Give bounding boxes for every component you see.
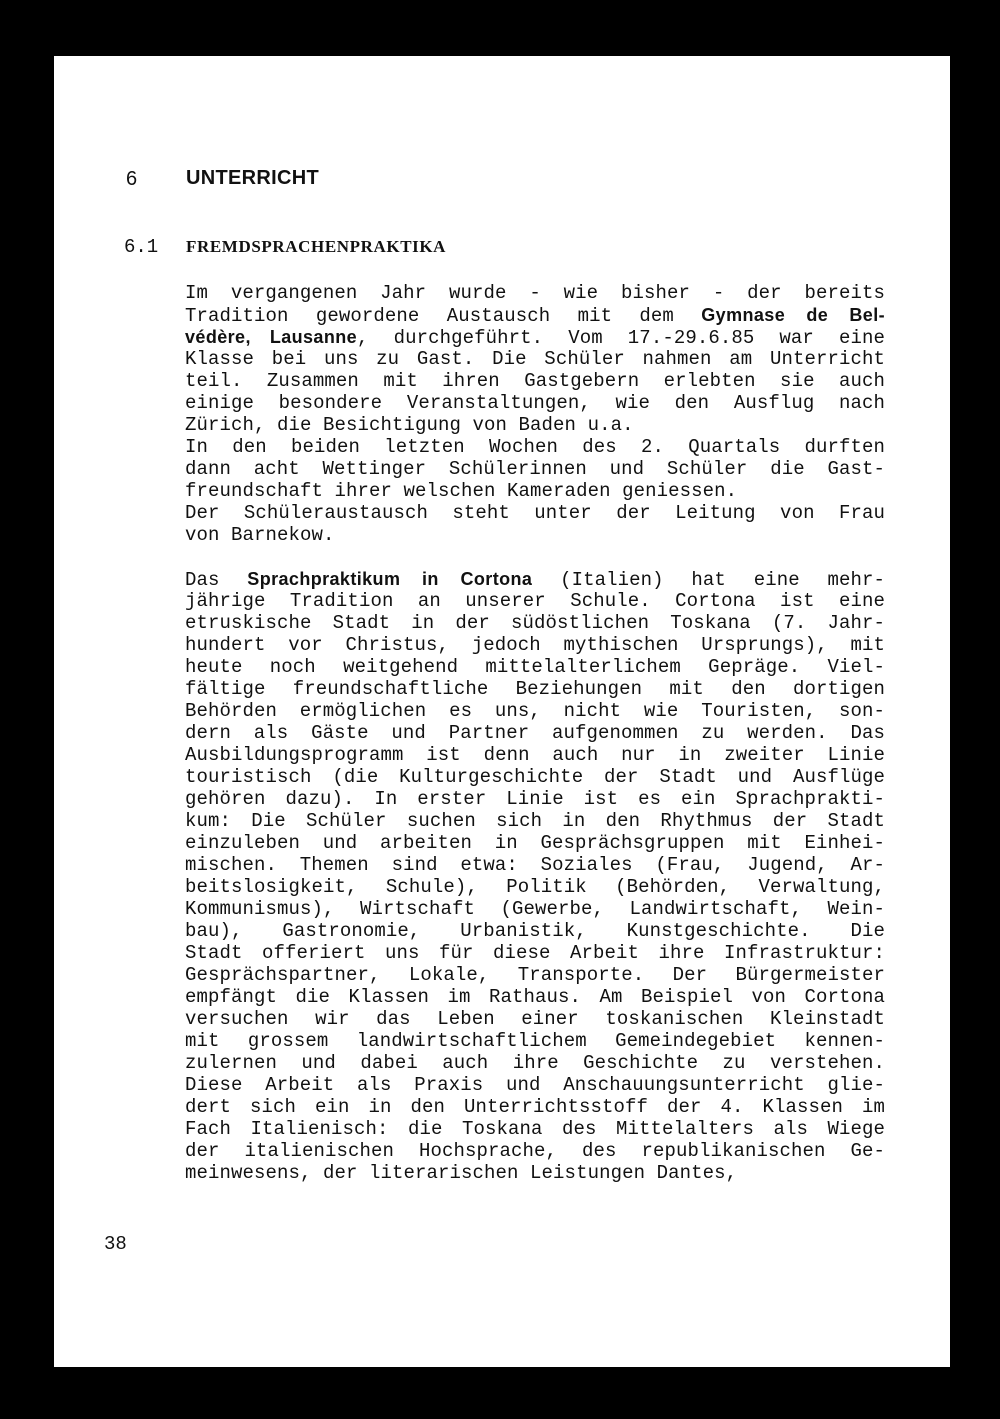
text-line: der italienischen Hochsprache, des republikanischen Ge- (185, 1140, 885, 1162)
text-line: einige besondere Veranstaltungen, wie den Ausflug nach (185, 392, 885, 414)
text-line (185, 304, 885, 326)
text-line: bau), Gastronomie, Urbanistik, Kunstgeschichte. Die (185, 920, 885, 942)
text-line: heute noch weitgehend mittelalterlichem Gepräge. Viel- (185, 656, 885, 678)
text-line: Im vergangenen Jahr wurde - wie bisher - der bereits (185, 282, 885, 304)
text-line: beitslosigkeit, Schule), Politik (Behörden, Verwaltung, (185, 876, 885, 898)
text-line: Gesprächspartner, Lokale, Transporte. Der Bürgermeister (185, 964, 885, 986)
text-line: Fach Italienisch: die Toskana des Mittelalters als Wiege (185, 1118, 885, 1140)
text-line: teil. Zusammen mit ihren Gastgebern erlebten sie auch (185, 370, 885, 392)
text-line: versuchen wir das Leben einer toskanischen Kleinstadt (185, 1008, 885, 1030)
text-line: Diese Arbeit als Praxis und Anschauungsunterricht glie- (185, 1074, 885, 1096)
text-span: (Italien) hat eine mehr- (532, 569, 885, 591)
school-name-bold: védère, Lausanne (185, 327, 358, 347)
paragraph-cortona (185, 568, 885, 1184)
chapter-title: UNTERRICHT (186, 167, 319, 189)
text-line: etruskische Stadt in der südöstlichen Toskana (7. Jahr- (185, 612, 885, 634)
text-line: Der Schüleraustausch steht unter der Leitung von Frau (185, 502, 885, 524)
text-line: In den beiden letzten Wochen des 2. Quartals durften (185, 436, 885, 458)
text-line: dann acht Wettinger Schülerinnen und Schüler die Gast- (185, 458, 885, 480)
document-page (54, 56, 950, 1367)
text-line: Zürich, die Besichtigung von Baden u.a. (185, 414, 634, 436)
text-span: , durchgeführt. Vom 17.-29.6.85 war eine (357, 327, 885, 349)
text-line: kum: Die Schüler suchen sich in den Rhythmus der Stadt (185, 810, 885, 832)
school-name-bold: Gymnase de Bel- (701, 305, 885, 325)
text-line: Klasse bei uns zu Gast. Die Schüler nahmen am Unterricht (185, 348, 885, 370)
section-number: 6.1 (124, 236, 159, 258)
section-title: FREMDSPRACHENPRAKTIKA (186, 237, 447, 256)
text-span: Das (185, 569, 248, 591)
text-line: dert sich ein in den Unterrichtsstoff der 4. Klassen im (185, 1096, 885, 1118)
text-line: Behörden ermöglichen es uns, nicht wie Touristen, son- (185, 700, 885, 722)
text-line: zulernen und dabei auch ihre Geschichte zu verstehen. (185, 1052, 885, 1074)
text-line: einzuleben und arbeiten in Gesprächsgruppen mit Einhei- (185, 832, 885, 854)
text-line: von Barnekow. (185, 524, 335, 546)
text-line: gehören dazu). In erster Linie ist es ein Sprachprakti- (185, 788, 885, 810)
program-name-bold: Sprachpraktikum in Cortona (247, 569, 533, 589)
text-line: Stadt offeriert uns für diese Arbeit ihre Infrastruktur: (185, 942, 885, 964)
text-span: Tradition gewordene Austausch mit dem (185, 305, 702, 327)
text-line: meinwesens, der literarischen Leistungen Dantes, (185, 1162, 738, 1184)
text-line: freundschaft ihrer welschen Kameraden geniessen. (185, 480, 738, 502)
text-line: Kommunismus), Wirtschaft (Gewerbe, Landwirtschaft, Wein- (185, 898, 885, 920)
text-line: jährige Tradition an unserer Schule. Cortona ist eine (185, 590, 885, 612)
chapter-number: 6 (126, 168, 138, 190)
text-line (185, 568, 885, 590)
text-line: dern als Gäste und Partner aufgenommen zu werden. Das (185, 722, 885, 744)
page-number: 38 (104, 1233, 127, 1255)
text-line: mischen. Themen sind etwa: Soziales (Frau, Jugend, Ar- (185, 854, 885, 876)
text-line: fältige freundschaftliche Beziehungen mit den dortigen (185, 678, 885, 700)
text-line: hundert vor Christus, jedoch mythischen Ursprungs), mit (185, 634, 885, 656)
text-line: touristisch (die Kulturgeschichte der Stadt und Ausflüge (185, 766, 885, 788)
paragraph-exchange (185, 282, 885, 546)
text-line: Ausbildungsprogramm ist denn auch nur in zweiter Linie (185, 744, 885, 766)
text-line: empfängt die Klassen im Rathaus. Am Beispiel von Cortona (185, 986, 885, 1008)
text-line: mit grossem landwirtschaftlichem Gemeindegebiet kennen- (185, 1030, 885, 1052)
text-line (185, 326, 885, 348)
